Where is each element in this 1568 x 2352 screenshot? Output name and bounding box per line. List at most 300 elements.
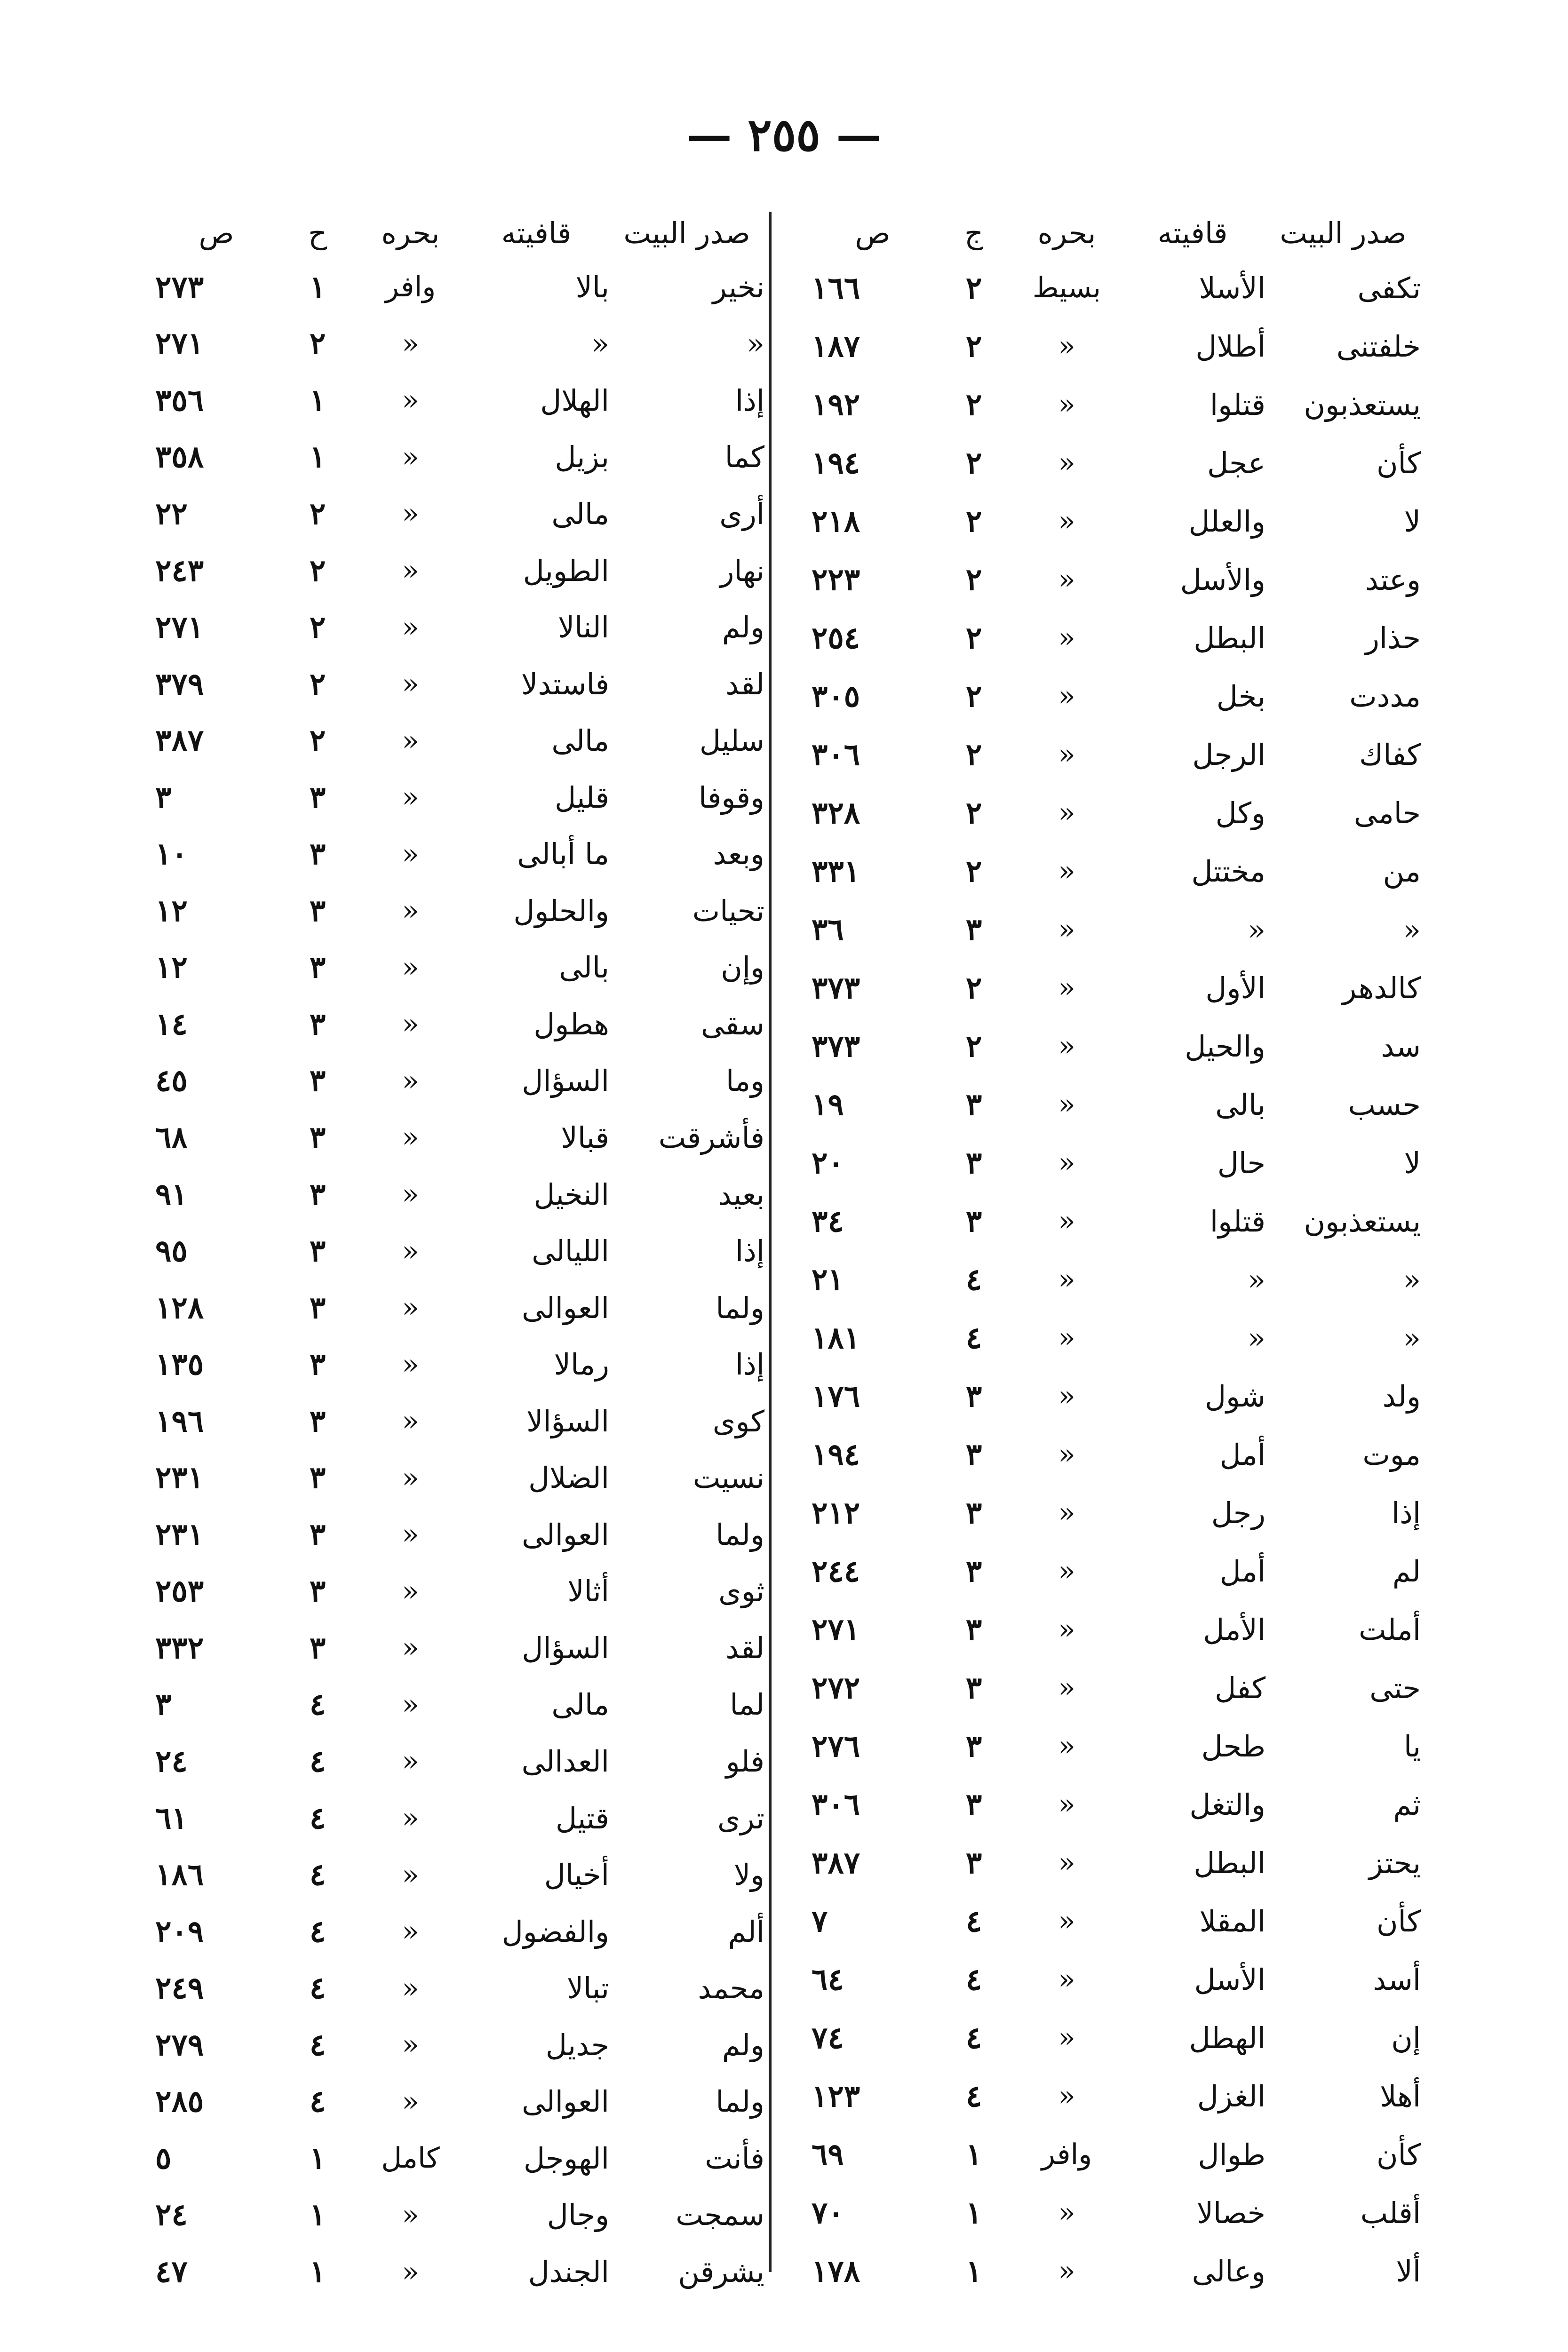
part-cell: ٣: [965, 1378, 982, 1414]
meter-cell: «: [1058, 1730, 1075, 1763]
header-row: [812, 207, 1421, 259]
table-row: [812, 317, 1421, 375]
meter-cell: وافر: [385, 270, 436, 304]
rhyme-cell: كفل: [1215, 1670, 1266, 1705]
table-row: [812, 434, 1421, 492]
verse-start-cell: إذا: [735, 1234, 764, 1269]
meter-cell: «: [1058, 1146, 1075, 1179]
table-row: [812, 900, 1421, 959]
meter-cell: «: [402, 837, 419, 871]
rhyme-cell: النالا: [557, 610, 609, 645]
meter-cell: «: [1058, 1380, 1075, 1413]
page-cell: ٢٤: [155, 1743, 188, 1779]
verse-start-cell: من: [1383, 854, 1421, 889]
header-meter: بحره: [381, 215, 440, 250]
meter-cell: «: [402, 1802, 419, 1835]
header-meter: بحره: [1037, 215, 1096, 250]
index-columns: [155, 207, 1421, 2300]
table-row: [155, 372, 764, 429]
page-cell: ١٢٣: [812, 2078, 860, 2114]
meter-cell: «: [402, 497, 419, 531]
page-cell: ٣٥٨: [155, 439, 204, 475]
page-cell: ١٩٤: [812, 445, 860, 481]
rhyme-cell: «: [1248, 1262, 1266, 1297]
rhyme-cell: أمل: [1219, 1554, 1266, 1589]
table-row: [155, 656, 764, 713]
table-row: [812, 1367, 1421, 1425]
part-cell: ٢: [965, 678, 982, 714]
meter-cell: «: [402, 1405, 419, 1438]
part-cell: ٣: [965, 1145, 982, 1181]
meter-cell: «: [1058, 1963, 1075, 1996]
rhyme-cell: البطل: [1194, 620, 1266, 655]
verse-start-cell: لم: [1392, 1554, 1421, 1589]
table-row: [812, 609, 1421, 667]
verse-start-cell: ولم: [722, 610, 764, 645]
rhyme-cell: الليالى: [532, 1234, 609, 1269]
verse-start-cell: إذا: [735, 1347, 764, 1382]
rhyme-cell: حال: [1217, 1145, 1266, 1180]
rhyme-cell: والعلل: [1188, 504, 1266, 539]
page-cell: ٢٧٦: [812, 1728, 860, 1764]
page-cell: ٣٧٣: [812, 970, 860, 1006]
table-row: [812, 1542, 1421, 1600]
part-cell: ٤: [309, 1687, 326, 1723]
meter-cell: «: [1058, 505, 1075, 538]
meter-cell: «: [402, 384, 419, 417]
meter-cell: «: [1058, 2021, 1075, 2054]
verse-start-cell: ولد: [1382, 1379, 1421, 1414]
meter-cell: «: [402, 611, 419, 644]
table-row: [155, 1279, 764, 1336]
part-cell: ٣: [965, 1612, 982, 1647]
part-cell: ٤: [965, 2020, 982, 2056]
meter-cell: «: [402, 327, 419, 360]
verse-start-cell: كأن: [1377, 2137, 1421, 2172]
meter-cell: «: [1058, 1671, 1075, 1704]
verse-start-cell: كالدهر: [1342, 970, 1421, 1005]
part-cell: ٣: [309, 836, 326, 872]
part-cell: ٣: [965, 1787, 982, 1822]
rhyme-cell: عجل: [1207, 445, 1266, 480]
part-cell: ٢: [965, 328, 982, 364]
rhyme-cell: مالى: [551, 496, 609, 531]
part-cell: ٤: [965, 2078, 982, 2114]
verse-start-cell: ألم: [728, 1914, 764, 1949]
meter-cell: «: [1058, 446, 1075, 479]
meter-cell: «: [402, 2085, 419, 2118]
verse-start-cell: سليل: [699, 723, 764, 758]
table-row: [812, 784, 1421, 842]
meter-cell: «: [402, 1745, 419, 1778]
verse-start-cell: مددت: [1349, 679, 1421, 714]
verse-start-cell: يستعذبون: [1304, 1204, 1421, 1239]
rhyme-cell: خصالا: [1196, 2195, 1266, 2230]
verse-start-cell: كأن: [1377, 1904, 1421, 1939]
meter-cell: «: [1058, 1321, 1075, 1354]
table-row: [812, 2242, 1421, 2300]
verse-start-cell: وبعد: [713, 837, 764, 872]
rhyme-cell: أخيال: [544, 1858, 609, 1892]
page-cell: ٢٤: [155, 2197, 188, 2233]
rhyme-cell: الهوجل: [523, 2141, 609, 2176]
verse-start-cell: «: [1403, 1262, 1421, 1297]
meter-cell: «: [1058, 1263, 1075, 1296]
meter-cell: «: [1058, 388, 1075, 421]
part-cell: ٣: [965, 1845, 982, 1881]
rhyme-cell: رمالا: [554, 1347, 609, 1382]
page-cell: ٣٠٥: [812, 678, 860, 714]
page-cell: ١٠: [155, 836, 188, 872]
rhyme-cell: البطل: [1194, 1845, 1266, 1880]
rhyme-cell: والأسل: [1180, 562, 1266, 597]
page-cell: ١٣٥: [155, 1347, 204, 1383]
table-row: [812, 842, 1421, 900]
part-cell: ٢: [965, 620, 982, 656]
table-row: [155, 485, 764, 542]
part-cell: ٣: [965, 1087, 982, 1122]
meter-cell: «: [402, 1461, 419, 1494]
table-row: [155, 2187, 764, 2244]
rhyme-cell: السؤال: [522, 1630, 609, 1665]
page-cell: ١٢٨: [155, 1290, 204, 1326]
verse-start-cell: ولم: [722, 2027, 764, 2062]
page-cell: ٣٧٣: [812, 1028, 860, 1064]
part-cell: ٢: [965, 1028, 982, 1064]
rhyme-cell: الأول: [1205, 970, 1266, 1005]
part-cell: ٢: [309, 666, 326, 702]
page-cell: ٢١: [812, 1262, 844, 1297]
verse-start-cell: أهلا: [1380, 2079, 1421, 2114]
verse-start-cell: حتى: [1369, 1670, 1421, 1705]
table-row: [155, 1336, 764, 1393]
page-cell: ٣٣٢: [155, 1630, 204, 1666]
meter-cell: «: [402, 1348, 419, 1381]
meter-cell: «: [1058, 1846, 1075, 1879]
page-cell: ٢٢٣: [812, 562, 860, 597]
meter-cell: «: [1058, 1788, 1075, 1821]
table-row: [155, 769, 764, 826]
page-cell: ٧: [812, 1903, 828, 1939]
page-cell: ١٢: [155, 950, 188, 985]
page-cell: ٤٥: [155, 1063, 188, 1099]
meter-cell: «: [402, 1291, 419, 1325]
table-row: [155, 882, 764, 939]
verse-start-cell: ولما: [716, 1517, 764, 1552]
rhyme-cell: وجال: [547, 2198, 609, 2233]
rhyme-cell: والفضول: [501, 1914, 609, 1949]
meter-cell: «: [402, 1121, 419, 1154]
part-cell: ١: [309, 269, 326, 305]
table-row: [155, 1903, 764, 1960]
part-cell: ١: [309, 439, 326, 475]
verse-start-cell: «: [1403, 1320, 1421, 1355]
table-row: [812, 2184, 1421, 2242]
part-cell: ٣: [309, 1573, 326, 1609]
verse-start-cell: ترى: [717, 1801, 764, 1836]
page-cell: ٢٧٢: [812, 1670, 860, 1706]
part-cell: ٣: [965, 1728, 982, 1764]
part-cell: ٢: [965, 503, 982, 539]
rhyme-cell: بالى: [559, 950, 609, 985]
header-word: صدر البيت: [623, 215, 750, 250]
header-page: ص: [855, 215, 891, 250]
part-cell: ٤: [309, 1857, 326, 1893]
meter-cell: «: [1058, 1030, 1075, 1063]
meter-cell: «: [402, 781, 419, 814]
verse-start-cell: فأنت: [705, 2141, 764, 2176]
verse-start-cell: نسيت: [692, 1461, 764, 1495]
verse-start-cell: محمد: [698, 1971, 764, 2006]
part-cell: ٣: [309, 1630, 326, 1666]
rhyme-cell: أطلال: [1195, 329, 1266, 364]
table-row: [155, 1449, 764, 1506]
page-cell: ٢٣١: [155, 1460, 204, 1496]
table-row: [155, 1166, 764, 1223]
verse-start-cell: نخير: [712, 270, 764, 304]
table-row: [812, 2125, 1421, 2184]
meter-cell: «: [402, 1234, 419, 1268]
verse-start-cell: لما: [730, 1687, 764, 1722]
rhyme-cell: قتلوا: [1210, 387, 1266, 422]
part-cell: ٢: [309, 610, 326, 645]
meter-cell: «: [402, 1915, 419, 1948]
part-cell: ٤: [309, 1914, 326, 1949]
page-cell: ٢٤٤: [812, 1553, 860, 1589]
part-cell: ٣: [309, 1233, 326, 1269]
table-row: [812, 259, 1421, 317]
verse-start-cell: لا: [1404, 1145, 1421, 1180]
part-cell: ٣: [965, 1437, 982, 1472]
verse-start-cell: أسد: [1373, 1962, 1421, 1997]
part-cell: ٢: [965, 853, 982, 889]
part-cell: ٢: [965, 970, 982, 1006]
rhyme-cell: بالا: [575, 270, 609, 304]
rhyme-cell: الجندل: [528, 2255, 609, 2289]
verse-start-cell: ولما: [716, 1290, 764, 1325]
table-row: [812, 1775, 1421, 1834]
page-cell: ١٧٨: [812, 2253, 860, 2289]
verse-start-cell: يشرقن: [678, 2255, 764, 2289]
rhyme-cell: السؤال: [522, 1064, 609, 1098]
rhyme-cell: النخيل: [533, 1177, 609, 1212]
verse-start-cell: سقى: [701, 1007, 764, 1041]
rhyme-cell: طحل: [1201, 1729, 1266, 1764]
table-row: [155, 599, 764, 656]
page-cell: ٣٠٦: [812, 737, 860, 772]
index-table-left: [155, 207, 764, 2300]
part-cell: ٤: [309, 1971, 326, 2006]
table-row: [812, 1834, 1421, 1892]
page-cell: ٢٤٣: [155, 553, 204, 588]
rhyme-cell: «: [591, 326, 609, 361]
rhyme-cell: «: [1248, 912, 1266, 947]
table-row: [812, 1134, 1421, 1192]
verse-start-cell: وعتد: [1365, 562, 1421, 597]
verse-start-cell: يحتز: [1369, 1845, 1421, 1880]
rhyme-cell: جديل: [545, 2027, 609, 2062]
part-cell: ٤: [309, 2084, 326, 2120]
part-cell: ٢: [309, 553, 326, 588]
part-cell: ٤: [965, 1903, 982, 1939]
part-cell: ٢: [965, 445, 982, 481]
page-cell: ١٦٦: [812, 270, 860, 306]
table-row: [812, 1425, 1421, 1484]
meter-cell: «: [1058, 1905, 1075, 1938]
meter-cell: «: [402, 1688, 419, 1721]
verse-start-cell: فلو: [725, 1744, 764, 1779]
rhyme-cell: قبالا: [561, 1120, 609, 1155]
part-cell: ١: [965, 2253, 982, 2289]
page-cell: ٣٧٩: [155, 666, 204, 702]
page-cell: ١٩٤: [812, 1437, 860, 1472]
verse-start-cell: كوى: [712, 1404, 764, 1438]
part-cell: ١: [309, 2254, 326, 2290]
meter-cell: «: [1058, 796, 1075, 829]
page-cell: ٢١٢: [812, 1495, 860, 1531]
verse-start-cell: وإن: [721, 950, 764, 985]
rhyme-cell: الأمل: [1203, 1612, 1266, 1647]
page-cell: ٢٣١: [155, 1517, 204, 1552]
table-row: [812, 375, 1421, 434]
meter-cell: «: [402, 1008, 419, 1041]
header-page: ص: [199, 215, 234, 250]
table-row: [155, 1223, 764, 1279]
table-row: [155, 1053, 764, 1110]
verse-start-cell: إذا: [735, 383, 764, 418]
part-cell: ٣: [309, 1460, 326, 1496]
rhyme-cell: رجل: [1211, 1495, 1266, 1530]
rhyme-cell: والحلول: [513, 893, 609, 928]
rhyme-cell: السؤالا: [526, 1404, 609, 1438]
table-row: [812, 1484, 1421, 1542]
verse-start-cell: يا: [1403, 1729, 1421, 1764]
page-cell: ٢٧٣: [155, 269, 204, 305]
meter-cell: بسيط: [1032, 271, 1101, 304]
page-cell: ٢١٨: [812, 503, 860, 539]
part-cell: ٣: [965, 1495, 982, 1531]
part-cell: ١: [965, 2137, 982, 2172]
page-cell: ٢٢: [155, 496, 188, 532]
page-cell: ١٨٦: [155, 1857, 204, 1893]
page-cell: ٦٨: [155, 1120, 188, 1155]
index-table-right: [812, 207, 1421, 2300]
table-row: [812, 1659, 1421, 1717]
verse-start-cell: أملت: [1359, 1612, 1421, 1647]
table-row: [155, 939, 764, 996]
rhyme-cell: مالى: [551, 723, 609, 758]
meter-cell: «: [402, 951, 419, 984]
rhyme-cell: الطويل: [523, 553, 609, 588]
page-cell: ٣٤: [812, 1203, 844, 1239]
table-row: [155, 1620, 764, 1677]
table-row: [155, 429, 764, 486]
meter-cell: «: [402, 894, 419, 928]
part-cell: ٢: [309, 496, 326, 532]
meter-cell: «: [1058, 738, 1075, 771]
verse-start-cell: وقوفا: [698, 780, 764, 815]
page-cell: ٢٧١: [155, 610, 204, 645]
meter-cell: «: [402, 2028, 419, 2062]
page-cell: ٣: [155, 779, 172, 815]
page-cell: ٣٨٧: [812, 1845, 860, 1881]
rhyme-cell: طوال: [1198, 2137, 1266, 2172]
table-row: [812, 1192, 1421, 1250]
meter-cell: «: [1058, 1205, 1075, 1238]
meter-cell: «: [402, 1631, 419, 1665]
verse-start-cell: أرى: [719, 496, 764, 531]
rhyme-cell: الأسلا: [1199, 270, 1266, 305]
rhyme-cell: قتيل: [555, 1801, 609, 1836]
meter-cell: «: [402, 2255, 419, 2288]
page-cell: ٢٥٣: [155, 1573, 204, 1609]
meter-cell: «: [402, 554, 419, 587]
rhyme-cell: فاستدلا: [521, 667, 609, 701]
rhyme-cell: قتلوا: [1210, 1204, 1266, 1239]
rhyme-cell: الهطل: [1189, 2020, 1266, 2055]
meter-cell: «: [402, 1858, 419, 1891]
part-cell: ٣: [309, 1006, 326, 1042]
rhyme-cell: العوالى: [522, 1517, 609, 1552]
rhyme-cell: بالى: [1215, 1087, 1266, 1122]
verse-start-cell: حذار: [1365, 620, 1421, 655]
verse-start-cell: «: [747, 326, 764, 361]
table-row: [155, 1960, 764, 2017]
part-cell: ٣: [309, 1290, 326, 1326]
page-cell: ٦٤: [812, 1962, 844, 1997]
part-cell: ٢: [965, 562, 982, 597]
meter-cell: «: [402, 1574, 419, 1608]
part-cell: ٣: [309, 779, 326, 815]
table-row: [155, 316, 764, 373]
part-cell: ٤: [965, 1320, 982, 1356]
part-cell: ٢: [309, 723, 326, 759]
part-cell: ١: [309, 2197, 326, 2233]
table-row: [812, 1309, 1421, 1367]
rhyme-cell: والحيل: [1185, 1029, 1266, 1064]
header-row: [155, 207, 764, 259]
rhyme-cell: العدالى: [521, 1744, 609, 1779]
meter-cell: «: [1058, 2080, 1075, 2113]
verse-start-cell: كما: [724, 440, 764, 475]
meter-cell: «: [1058, 330, 1075, 363]
rhyme-cell: العوالى: [522, 2084, 609, 2119]
table-row: [155, 1563, 764, 1620]
meter-cell: «: [1058, 1438, 1075, 1471]
table-row: [155, 1790, 764, 1847]
table-row: [812, 1717, 1421, 1775]
page-cell: ٣٢٨: [812, 795, 860, 831]
page-cell: ١٧٦: [812, 1378, 860, 1414]
meter-cell: «: [1058, 1496, 1075, 1529]
meter-cell: وافر: [1041, 2138, 1092, 2171]
page-cell: ٧٤: [812, 2020, 844, 2056]
page-cell: ٩٥: [155, 1233, 188, 1269]
rhyme-cell: الهلال: [540, 383, 609, 418]
verse-start-cell: فأشرقت: [658, 1120, 764, 1155]
table-row: [155, 826, 764, 882]
page-cell: ١٤: [155, 1006, 188, 1042]
part-cell: ٣: [309, 1403, 326, 1439]
meter-cell: «: [402, 1178, 419, 1211]
page-cell: ٣٣١: [812, 853, 860, 889]
rhyme-cell: ما أبالى: [517, 837, 609, 872]
table-row: [812, 959, 1421, 1017]
rhyme-cell: هطول: [533, 1007, 609, 1041]
part-cell: ١: [309, 382, 326, 418]
table-row: [155, 996, 764, 1053]
table-row: [812, 1892, 1421, 1950]
